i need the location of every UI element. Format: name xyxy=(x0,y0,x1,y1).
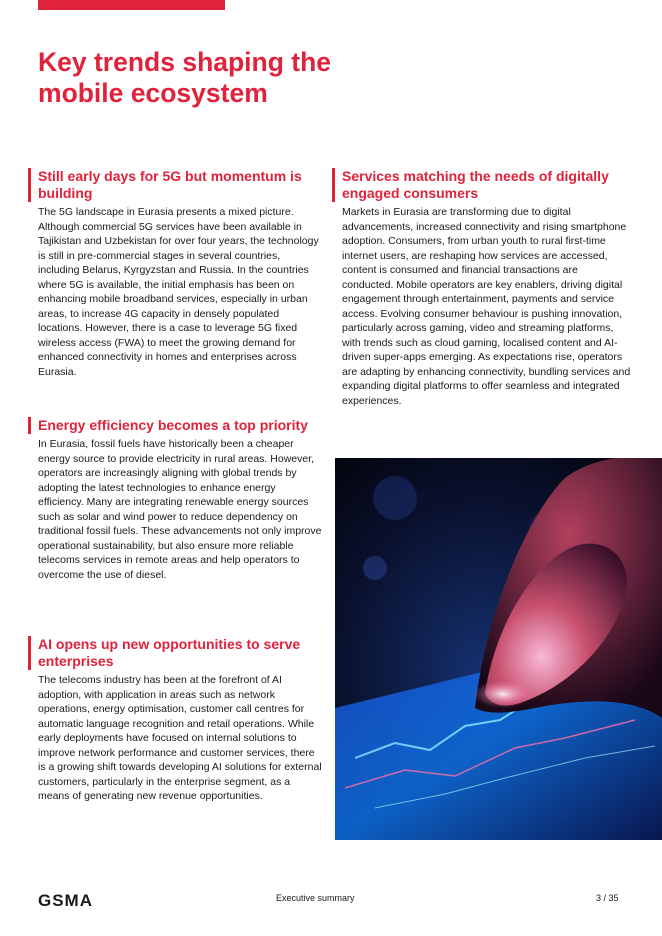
section-body: In Eurasia, fossil fuels have historically been a cheaper energy source to provide electricity in rural areas. However, operators are increasingly aligning with global trends by adopting the latest technologies to enhance energy efficiency. Many are integrating renewable energy sources such as solar and wind power to reduce dependency on traditional fossil fuels. These advancements not only improve operational sustainability, but also ensure more reliable telecoms services in remote areas and help operators to overcome the use of diesel. xyxy=(38,438,322,581)
section-body: The telecoms industry has been at the forefront of AI adoption, with application in areas such as network operations, energy optimisation, customer call centres for automatic language recognition and retail operations. While early deployments have focused on internal solutions to improve network performance and customer services, there is a growing shift towards developing AI solutions for external customers, particularly in the enterprise segment, as a means of generating new revenue opportunities. xyxy=(38,674,322,802)
section-consumers xyxy=(342,168,632,408)
page-title: Key trends shaping the mobile ecosystem xyxy=(38,47,332,108)
page-number: 3 / 35 xyxy=(596,893,619,903)
section-body: Markets in Eurasia are transforming due to digital advancements, increased connectivity and rising smartphone adoption. Consumers, from urban youth to rural first-time internet users, are reshaping how services are accessed, content is consumed and financial transactions are conducted. Mobile operators are key enablers, driving digital engagement through entertainment, payments and service access. Evolving consumer behaviour is pushing innovation, particularly across gaming, video and streaming platforms, with trends such as cloud gaming, localised content and AI-driven super-apps emerging. As expectations rise, operators are adapting by enhancing connectivity, bundling services and expanding digital platforms to offer seamless and integrated experiences. xyxy=(342,206,631,407)
finger-touching-screen-photo xyxy=(335,458,662,840)
section-heading: Energy efficiency becomes a top priority xyxy=(28,417,323,434)
section-energy xyxy=(38,417,323,582)
gsma-logo: GSMA xyxy=(38,891,93,910)
section-5g xyxy=(38,168,323,379)
section-heading: AI opens up new opportunities to serve enterprises xyxy=(28,636,323,670)
footer-section-label: Executive summary xyxy=(276,893,355,903)
section-body: The 5G landscape in Eurasia presents a mixed picture. Although commercial 5G services have been available in Tajikistan and Uzbekistan for over four years, the technology is still in pre-commercial stages in several countries, including Belarus, Kyrgyzstan and Russia. In the countries where 5G is available, the initial emphasis has been on enhancing mobile broadband services, especially in urban areas, to increase 4G capacity in densely populated locations. However, there is a case to leverage 5G fixed wireless access (FWA) to meet the growing demand for enhanced connectivity in homes and enterprises across Eurasia. xyxy=(38,206,319,378)
section-heading: Still early days for 5G but momentum is building xyxy=(28,168,323,202)
section-ai xyxy=(38,636,323,804)
section-heading: Services matching the needs of digitally engaged consumers xyxy=(332,168,632,202)
top-accent-bar xyxy=(38,0,225,10)
